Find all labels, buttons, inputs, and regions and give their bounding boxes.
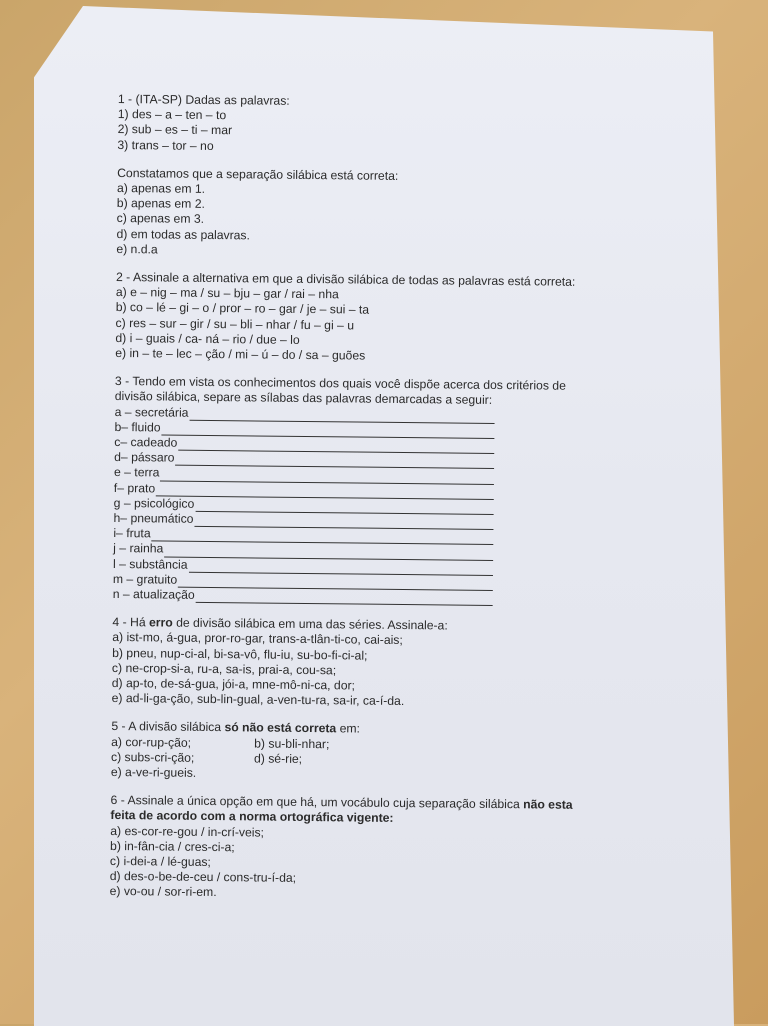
question-5: [111, 719, 622, 785]
answer-label-e: e – terra: [113, 465, 160, 480]
q1-option-a: a) apenas em 1.: [116, 181, 206, 196]
q4-prompt-end: de divisão silábica em uma das séries. Assinale-a:: [172, 615, 448, 633]
answer-label-m: m – gratuito: [112, 571, 178, 587]
question-3: [113, 374, 625, 607]
q1-option-e: e) n.d.a: [116, 241, 158, 257]
answer-blank-n[interactable]: [196, 591, 493, 606]
q1-option-d: d) em todas as palavras.: [116, 226, 251, 243]
q5-option-a: a) cor-rup-ção;: [111, 734, 192, 750]
q5-option-c: c) subs-cri-ção;: [110, 749, 195, 765]
q3-prompt-line-2: divisão silábica, separe as sílabas das palavras demarcadas a seguir:: [114, 389, 493, 408]
q2-option-a: a) e – nig – ma / su – bju – gar / rai – nha: [115, 285, 339, 302]
q6-prompt-bold-2: feita de acordo com a norma ortográfica vigente:: [110, 808, 394, 826]
question-6: [110, 793, 621, 905]
q6-option-a: a) es-cor-re-gou / in-crí-veis;: [110, 823, 265, 840]
answer-label-j: j – rainha: [113, 541, 164, 556]
q4-option-d: d) ap-to, de-sá-gua, jói-a, mne-mô-ni-ca, dor;: [111, 675, 356, 693]
q2-prompt: 2 - Assinale a alternativa em que a divisão silábica de todas as palavras está correta:: [115, 270, 576, 289]
q1-word-3: 3) trans – tor – no: [117, 137, 214, 153]
answer-label-l: l – substância: [112, 556, 188, 572]
q2-option-d: d) i – guais / ca- ná – rio / due – lo: [115, 330, 300, 347]
q4-prompt-bold: erro: [148, 615, 173, 630]
q4-option-c: c) ne-crop-si-a, ru-a, sa-is, prai-a, cou-sa;: [111, 660, 337, 678]
q4-option-a: a) ist-mo, á-gua, pror-ro-gar, trans-a-tlân-ti-co, cai-ais;: [112, 630, 403, 648]
q1-option-b: b) apenas em 2.: [116, 196, 205, 212]
q4-prompt-start: 4 - Há: [112, 615, 150, 630]
q1-word-2: 2) sub – es – ti – mar: [117, 122, 233, 138]
q2-option-b: b) co – lé – gi – o / pror – ro – gar / je – sui – ta: [115, 300, 370, 318]
answer-label-n: n – atualização: [112, 586, 195, 602]
q6-option-d: d) des-o-be-de-ceu / cons-tru-í-da;: [109, 869, 297, 886]
q4-option-b: b) pneu, nup-ci-al, bi-sa-vô, flu-iu, su-bo-fi-ci-al;: [112, 645, 368, 663]
worksheet-content: [109, 92, 628, 918]
q1-prompt: Constatamos que a separação silábica está correta:: [117, 165, 399, 183]
answer-label-c: c– cadeado: [114, 434, 178, 450]
answer-label-g: g – psicológico: [113, 495, 195, 511]
q5-prompt-bold: só não está correta: [224, 720, 337, 736]
q5-prompt-start: 5 - A divisão silábica: [111, 719, 225, 735]
q6-option-b: b) in-fân-cia / cres-ci-a;: [110, 838, 235, 854]
question-1-options: [116, 166, 627, 263]
q6-prompt-bold-1: não esta: [523, 797, 573, 812]
question-4: [112, 615, 623, 712]
q3-prompt-line-1: 3 - Tendo em vista os conhecimentos dos quais você dispõe acerca dos critérios de: [114, 374, 566, 393]
answer-label-h: h– pneumático: [113, 510, 194, 526]
q1-title: 1 - (ITA-SP) Dadas as palavras:: [117, 92, 290, 108]
q5-option-b: b) su-bli-nhar;: [254, 735, 330, 751]
q1-option-c: c) apenas em 3.: [116, 211, 205, 227]
q6-prompt-start: 6 - Assinale a única opção em que há, um vocábulo cuja separação silábica: [110, 793, 524, 812]
q1-word-1: 1) des – a – ten – to: [117, 107, 227, 123]
q5-option-e: e) a-ve-ri-gueis.: [110, 764, 197, 780]
question-1: [117, 92, 628, 158]
q2-option-c: c) res – sur – gir / su – bli – nhar / fu – gi – u: [115, 315, 355, 333]
question-2: [115, 270, 626, 367]
answer-label-i: i– fruta: [113, 526, 151, 541]
q2-option-e: e) in – te – lec – ção / mi – ú – do / sa – guões: [115, 346, 366, 363]
answer-label-d: d– pássaro: [114, 450, 175, 465]
q6-option-e: e) vo-ou / sor-ri-em.: [109, 884, 217, 900]
answer-label-a: a – secretária: [114, 404, 189, 420]
q6-option-c: c) i-dei-a / lé-guas;: [109, 853, 211, 869]
q5-option-d: d) sé-rie;: [253, 751, 303, 766]
answer-label-b: b– fluido: [114, 419, 161, 435]
q4-option-e: e) ad-li-ga-ção, sub-lin-gual, a-ven-tu-ra, sa-ir, ca-í-da.: [111, 691, 405, 709]
answer-label-f: f– prato: [113, 480, 156, 495]
q5-prompt-end: em:: [336, 721, 361, 736]
